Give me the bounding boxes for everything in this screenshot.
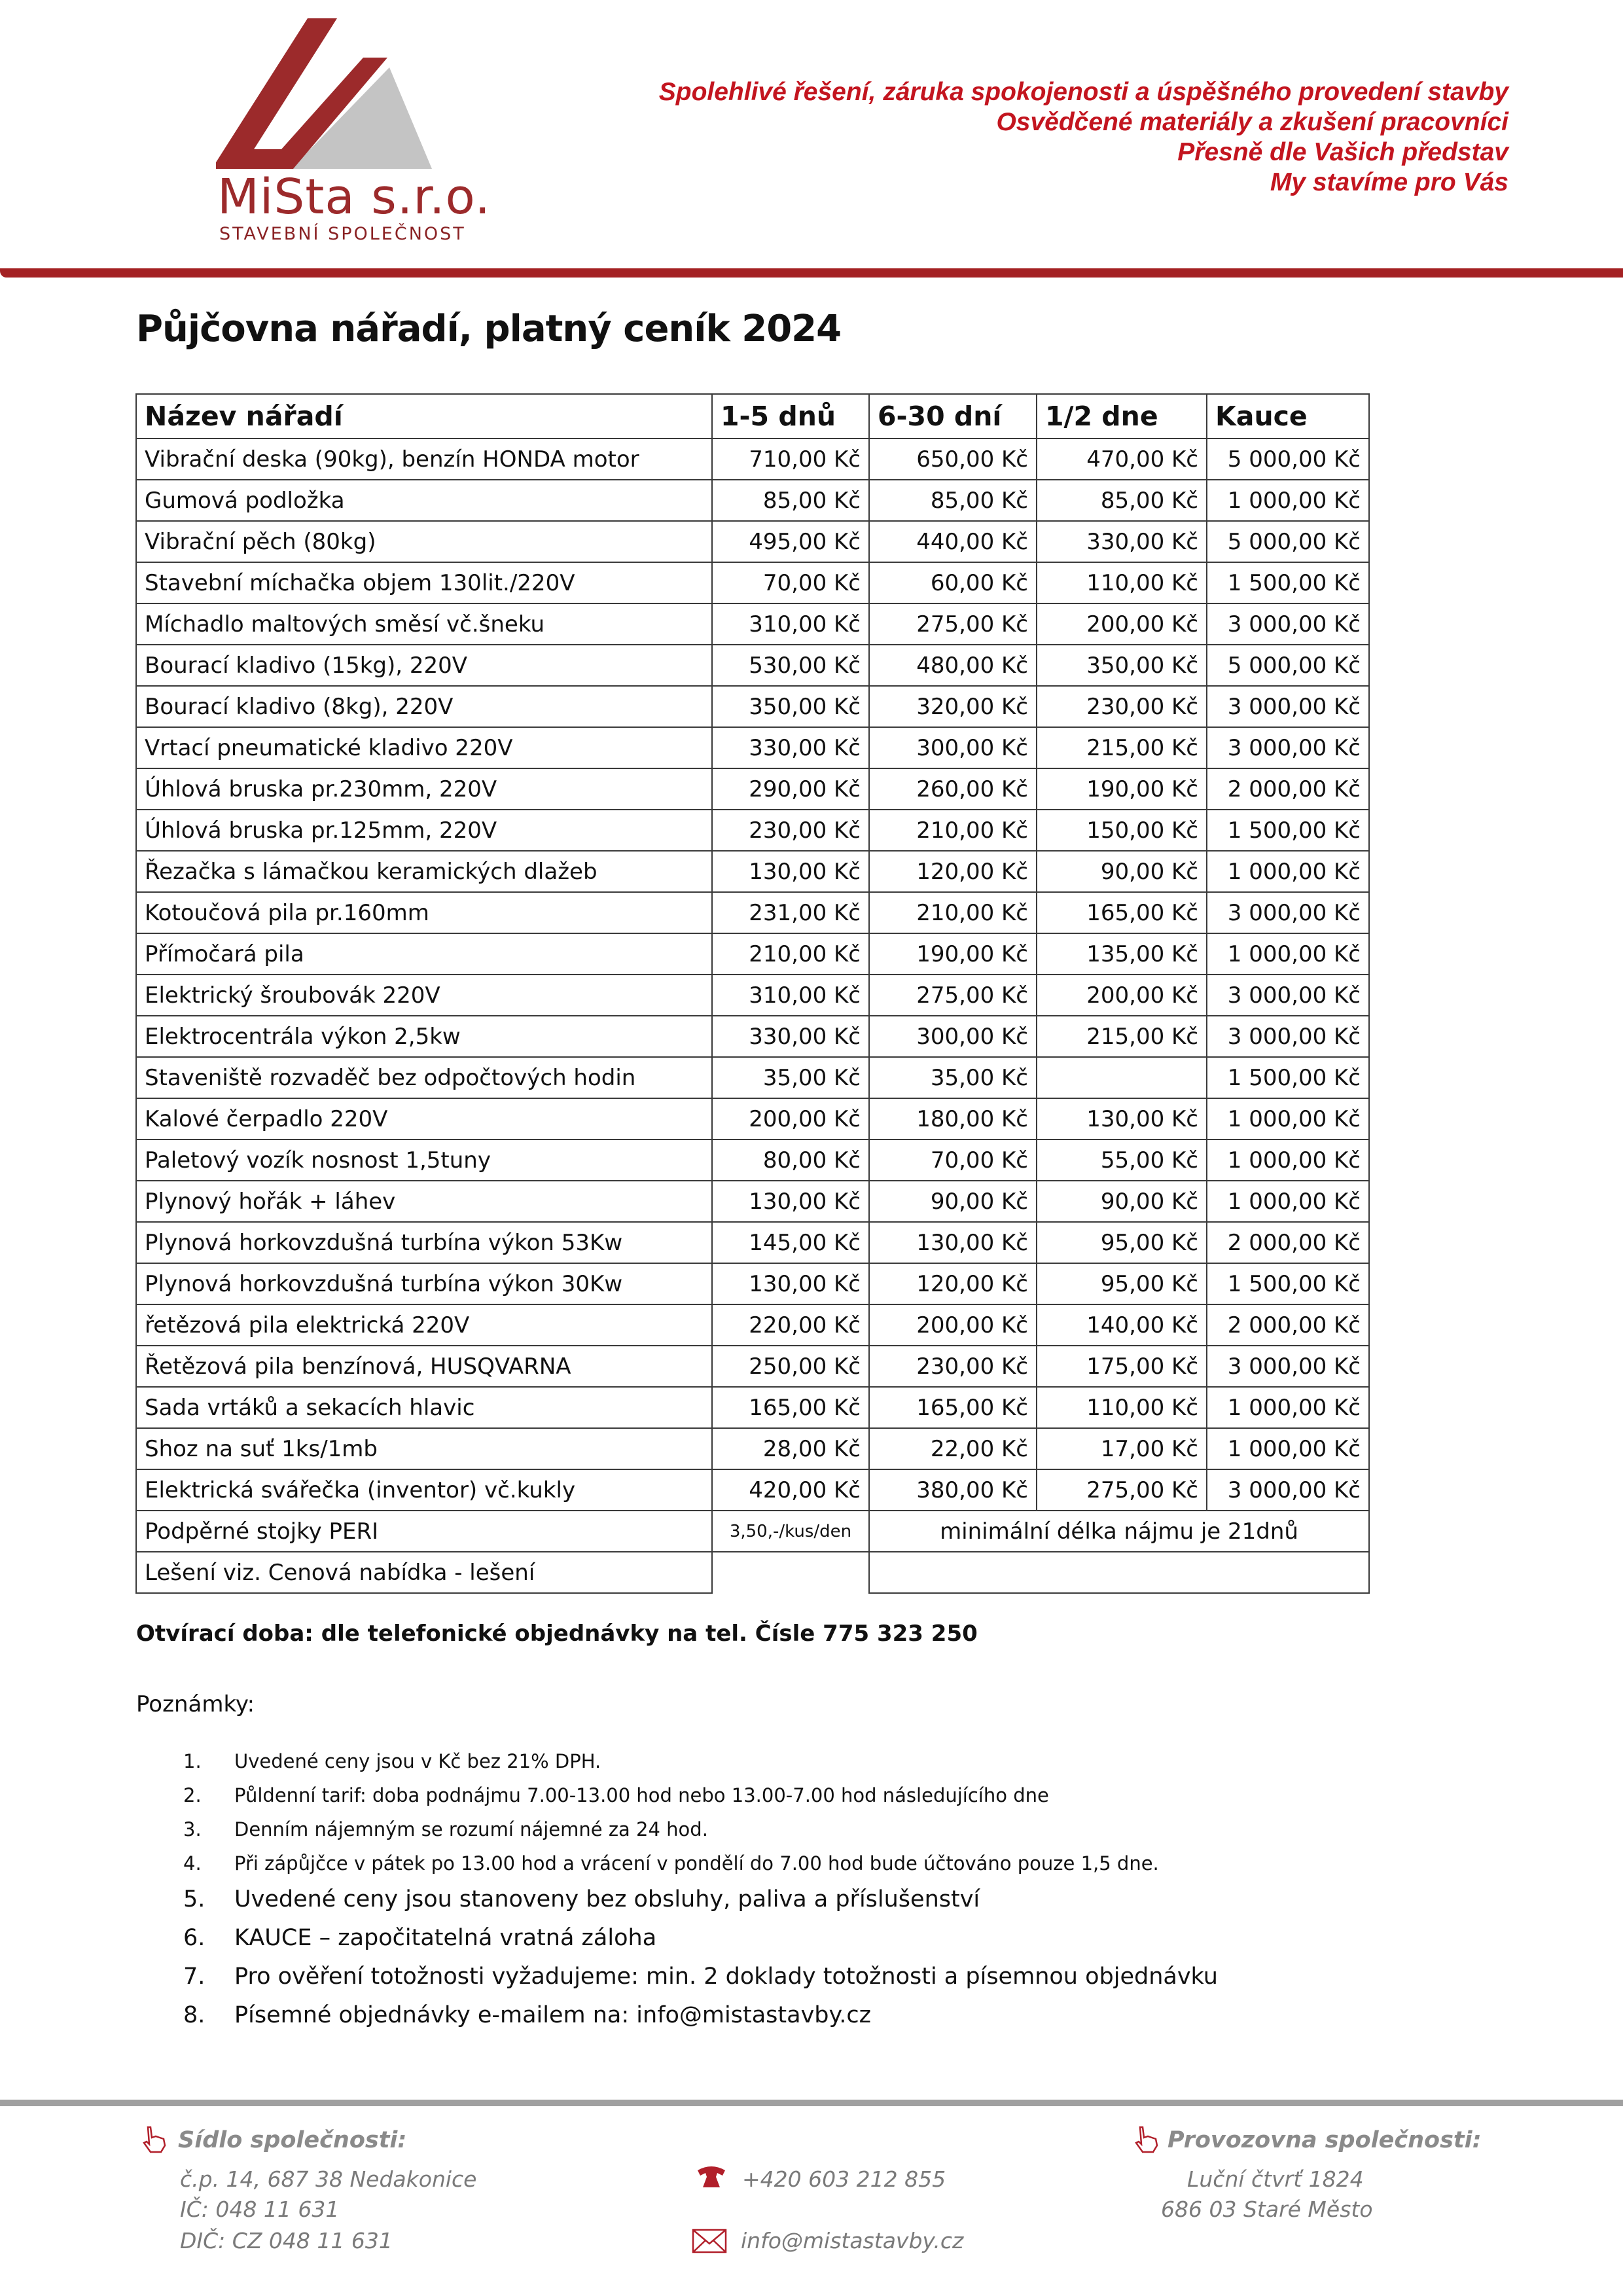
- table-row: [136, 439, 1369, 480]
- table-row: [136, 1346, 1369, 1387]
- cell-price-half-day: 165,00 Kč: [1037, 892, 1207, 933]
- cell-price-1-5-days: 200,00 Kč: [712, 1098, 869, 1139]
- cell-price-6-30-days: 650,00 Kč: [869, 439, 1037, 480]
- branch-street: Luční čtvrť 1824: [1187, 2166, 1364, 2192]
- cell-deposit: 3 000,00 Kč: [1207, 686, 1369, 727]
- cell-price-1-5-days: 231,00 Kč: [712, 892, 869, 933]
- cell-tool-name: Elektrický šroubovák 220V: [136, 975, 712, 1016]
- cell-deposit: 2 000,00 Kč: [1207, 768, 1369, 810]
- table-row: [136, 562, 1369, 603]
- hand-pointer-icon: [1131, 2125, 1161, 2155]
- cell-price-half-day: 330,00 Kč: [1037, 521, 1207, 562]
- cell-deposit: 1 000,00 Kč: [1207, 1387, 1369, 1428]
- cell-price-6-30-days: 130,00 Kč: [869, 1222, 1037, 1263]
- cell-tool-name: řetězová pila elektrická 220V: [136, 1304, 712, 1346]
- cell-price-6-30-days: 22,00 Kč: [869, 1428, 1037, 1469]
- table-row: [136, 603, 1369, 645]
- cell-price-6-30-days: 300,00 Kč: [869, 1016, 1037, 1057]
- table-row: [136, 1469, 1369, 1511]
- table-row-peri: [136, 1511, 1369, 1552]
- seat-dic: DIČ: CZ 048 11 631: [180, 2228, 393, 2253]
- cell-deposit: 1 000,00 Kč: [1207, 933, 1369, 975]
- cell-price-1-5-days: 330,00 Kč: [712, 1016, 869, 1057]
- cell-price-half-day: 85,00 Kč: [1037, 480, 1207, 521]
- logo-mark-icon: [216, 18, 432, 169]
- cell-deposit: 1 000,00 Kč: [1207, 1139, 1369, 1181]
- cell-price-6-30-days: 120,00 Kč: [869, 1263, 1037, 1304]
- cell-deposit: 2 000,00 Kč: [1207, 1222, 1369, 1263]
- table-row: [136, 645, 1369, 686]
- cell-tool-name: Kotoučová pila pr.160mm: [136, 892, 712, 933]
- cell-price-1-5-days: 130,00 Kč: [712, 1263, 869, 1304]
- cell-price-half-day: 95,00 Kč: [1037, 1263, 1207, 1304]
- company-logo: [216, 18, 432, 169]
- cell-tool-name: Gumová podložka: [136, 480, 712, 521]
- cell-tool-name: Míchadlo maltových směsí vč.šneku: [136, 603, 712, 645]
- cell-price-half-day: 90,00 Kč: [1037, 851, 1207, 892]
- cell-tool-name: Podpěrné stojky PERI: [136, 1511, 712, 1552]
- table-row: [136, 686, 1369, 727]
- phone-icon: [695, 2162, 728, 2189]
- page-title: Půjčovna nářadí, platný ceník 2024: [136, 308, 842, 350]
- cell-price-6-30-days: 35,00 Kč: [869, 1057, 1037, 1098]
- cell-price-6-30-days: 480,00 Kč: [869, 645, 1037, 686]
- cell-price-half-day: 17,00 Kč: [1037, 1428, 1207, 1469]
- cell-deposit: 1 000,00 Kč: [1207, 480, 1369, 521]
- note-number: 4.: [183, 1852, 202, 1874]
- cell-price-1-5-days: 420,00 Kč: [712, 1469, 869, 1511]
- note-text: Písemné objednávky e-mailem na: info@mistastavby.cz: [234, 2002, 871, 2028]
- table-header-row: [136, 394, 1369, 439]
- table-row: [136, 851, 1369, 892]
- cell-price-half-day: 95,00 Kč: [1037, 1222, 1207, 1263]
- cell-price-6-30-days: 60,00 Kč: [869, 562, 1037, 603]
- header-tool-name: Název nářadí: [136, 394, 712, 439]
- cell-price-6-30-days: 275,00 Kč: [869, 603, 1037, 645]
- cell-tool-name: Kalové čerpadlo 220V: [136, 1098, 712, 1139]
- cell-price-1-5-days: 230,00 Kč: [712, 810, 869, 851]
- note-text: Půldenní tarif: doba podnájmu 7.00-13.00 hod nebo 13.00-7.00 hod následujícího dne: [234, 1784, 1049, 1806]
- cell-price-6-30-days: 165,00 Kč: [869, 1387, 1037, 1428]
- cell-price-1-5-days: 85,00 Kč: [712, 480, 869, 521]
- note-number: 3.: [183, 1818, 202, 1840]
- note-number: 2.: [183, 1784, 202, 1806]
- cell-price-6-30-days: 90,00 Kč: [869, 1181, 1037, 1222]
- cell-price-1-5-days: 130,00 Kč: [712, 1181, 869, 1222]
- cell-price-half-day: 135,00 Kč: [1037, 933, 1207, 975]
- cell-price-half-day: 200,00 Kč: [1037, 975, 1207, 1016]
- cell-price-1-5-days: 35,00 Kč: [712, 1057, 869, 1098]
- table-row: [136, 1016, 1369, 1057]
- note-text: Uvedené ceny jsou v Kč bez 21% DPH.: [234, 1750, 601, 1772]
- cell-deposit: 3 000,00 Kč: [1207, 603, 1369, 645]
- cell-price-1-5-days: 710,00 Kč: [712, 439, 869, 480]
- cell-price-half-day: 55,00 Kč: [1037, 1139, 1207, 1181]
- cell-price-1-5-days: 290,00 Kč: [712, 768, 869, 810]
- cell-tool-name: Lešení viz. Cenová nabídka - lešení: [136, 1552, 712, 1593]
- note-number: 1.: [183, 1750, 202, 1772]
- cell-price-half-day: 110,00 Kč: [1037, 562, 1207, 603]
- cell-deposit: 1 000,00 Kč: [1207, 1428, 1369, 1469]
- footer-phone[interactable]: +420 603 212 855: [742, 2166, 946, 2192]
- cell-price-6-30-days: 275,00 Kč: [869, 975, 1037, 1016]
- cell-tool-name: Vrtací pneumatické kladivo 220V: [136, 727, 712, 768]
- cell-price-1-5-days: 495,00 Kč: [712, 521, 869, 562]
- cell-tool-name: Úhlová bruska pr.230mm, 220V: [136, 768, 712, 810]
- note-number: 5.: [183, 1886, 205, 1912]
- cell-deposit: 3 000,00 Kč: [1207, 1016, 1369, 1057]
- table-row-leseni: [136, 1552, 1369, 1593]
- cell-price-half-day: 215,00 Kč: [1037, 727, 1207, 768]
- table-row: [136, 1057, 1369, 1098]
- cell-price-half-day: 275,00 Kč: [1037, 1469, 1207, 1511]
- tagline: Osvědčené materiály a zkušení pracovníci: [996, 108, 1508, 136]
- cell-price-1-5-days: 210,00 Kč: [712, 933, 869, 975]
- seat-title: Sídlo společnosti:: [178, 2127, 407, 2153]
- cell-price-half-day: 90,00 Kč: [1037, 1181, 1207, 1222]
- seat-ic: IČ: 048 11 631: [180, 2197, 340, 2222]
- table-row: [136, 933, 1369, 975]
- cell-price-half-day: 175,00 Kč: [1037, 1346, 1207, 1387]
- cell-price-1-5-days: 28,00 Kč: [712, 1428, 869, 1469]
- table-row: [136, 1222, 1369, 1263]
- cell-tool-name: Plynová horkovzdušná turbína výkon 53Kw: [136, 1222, 712, 1263]
- cell-tool-name: Elektrocentrála výkon 2,5kw: [136, 1016, 712, 1057]
- note-text: Při zápůjčce v pátek po 13.00 hod a vrácení v pondělí do 7.00 hod bude účtováno pouze 1,5 dne.: [234, 1852, 1159, 1874]
- cell-price-1-5-days: 250,00 Kč: [712, 1346, 869, 1387]
- hand-pointer-icon: [139, 2125, 169, 2155]
- cell-price-6-30-days: 70,00 Kč: [869, 1139, 1037, 1181]
- cell-deposit: 3 000,00 Kč: [1207, 1346, 1369, 1387]
- note-text: Pro ověření totožnosti vyžadujeme: min. 2 doklady totožnosti a písemnou objednávku: [234, 1964, 1218, 1990]
- table-row: [136, 1098, 1369, 1139]
- table-row: [136, 768, 1369, 810]
- cell-price-half-day: 150,00 Kč: [1037, 810, 1207, 851]
- company-name: MiSta s.r.o.: [217, 169, 491, 225]
- cell-price-6-30-days: 210,00 Kč: [869, 810, 1037, 851]
- cell-tool-name: Elektrická svářečka (inventor) vč.kukly: [136, 1469, 712, 1511]
- cell-tool-name: Plynová horkovzdušná turbína výkon 30Kw: [136, 1263, 712, 1304]
- cell-price-half-day: 350,00 Kč: [1037, 645, 1207, 686]
- cell-price-6-30-days: 190,00 Kč: [869, 933, 1037, 975]
- table-row: [136, 975, 1369, 1016]
- header-deposit: Kauce: [1207, 394, 1369, 439]
- cell-deposit: 5 000,00 Kč: [1207, 645, 1369, 686]
- cell-deposit: 1 500,00 Kč: [1207, 1057, 1369, 1098]
- header-half-day: 1/2 dne: [1037, 394, 1207, 439]
- notes-title: Poznámky:: [136, 1691, 255, 1717]
- table-row: [136, 521, 1369, 562]
- cell-tool-name: Vibrační deska (90kg), benzín HONDA motor: [136, 439, 712, 480]
- cell-tool-name: Řezačka s lámačkou keramických dlažeb: [136, 851, 712, 892]
- cell-tool-name: Vibrační pěch (80kg): [136, 521, 712, 562]
- table-row: [136, 1181, 1369, 1222]
- cell-tool-name: Stavební míchačka objem 130lit./220V: [136, 562, 712, 603]
- table-row: [136, 727, 1369, 768]
- note-text: KAUCE – započitatelná vratná záloha: [234, 1925, 657, 1951]
- cell-price-6-30-days: 120,00 Kč: [869, 851, 1037, 892]
- branch-city: 686 03 Staré Město: [1161, 2197, 1373, 2222]
- envelope-icon: [691, 2228, 728, 2254]
- cell-price-1-5-days: 310,00 Kč: [712, 975, 869, 1016]
- cell-price-half-day: 200,00 Kč: [1037, 603, 1207, 645]
- cell-price-1-5-days: 130,00 Kč: [712, 851, 869, 892]
- cell-price-half-day: 470,00 Kč: [1037, 439, 1207, 480]
- cell-empty: [712, 1552, 869, 1593]
- seat-address: č.p. 14, 687 38 Nedakonice: [180, 2166, 477, 2192]
- note-number: 7.: [183, 1964, 205, 1990]
- tagline: Přesně dle Vašich představ: [1177, 138, 1508, 166]
- cell-deposit: 3 000,00 Kč: [1207, 727, 1369, 768]
- cell-price-6-30-days: 200,00 Kč: [869, 1304, 1037, 1346]
- note-text: Denním nájemným se rozumí nájemné za 24 hod.: [234, 1818, 708, 1840]
- cell-tool-name: Plynový hořák + láhev: [136, 1181, 712, 1222]
- note-text: Uvedené ceny jsou stanoveny bez obsluhy, paliva a příslušenství: [234, 1886, 980, 1912]
- note-number: 6.: [183, 1925, 205, 1951]
- company-subtitle: STAVEBNÍ SPOLEČNOST: [219, 224, 466, 244]
- cell-price-1-5-days: 220,00 Kč: [712, 1304, 869, 1346]
- cell-price-6-30-days: 320,00 Kč: [869, 686, 1037, 727]
- header-1-5-days: 1-5 dnů: [712, 394, 869, 439]
- cell-price-1-5-days: 70,00 Kč: [712, 562, 869, 603]
- cell-empty: [869, 1552, 1369, 1593]
- cell-price-1-5-days: 350,00 Kč: [712, 686, 869, 727]
- table-row: [136, 1304, 1369, 1346]
- cell-price-1-5-days: 530,00 Kč: [712, 645, 869, 686]
- header-divider: [0, 268, 1623, 278]
- table-row: [136, 892, 1369, 933]
- cell-tool-name: Sada vrtáků a sekacích hlavic: [136, 1387, 712, 1428]
- tagline: Spolehlivé řešení, záruka spokojenosti a úspěšného provedení stavby: [658, 78, 1508, 106]
- cell-deposit: 1 000,00 Kč: [1207, 1098, 1369, 1139]
- table-row: [136, 480, 1369, 521]
- cell-price-6-30-days: 380,00 Kč: [869, 1469, 1037, 1511]
- opening-hours: Otvírací doba: dle telefonické objednávky na tel. Čísle 775 323 250: [136, 1621, 978, 1647]
- cell-price-6-30-days: 260,00 Kč: [869, 768, 1037, 810]
- cell-price-half-day: 140,00 Kč: [1037, 1304, 1207, 1346]
- cell-price-1-5-days: 310,00 Kč: [712, 603, 869, 645]
- cell-price-1-5-days: 145,00 Kč: [712, 1222, 869, 1263]
- branch-title: Provozovna společnosti:: [1168, 2127, 1482, 2153]
- cell-deposit: 5 000,00 Kč: [1207, 521, 1369, 562]
- table-row: [136, 1428, 1369, 1469]
- price-table: [135, 393, 1370, 1594]
- cell-price-6-30-days: 300,00 Kč: [869, 727, 1037, 768]
- cell-price-6-30-days: 180,00 Kč: [869, 1098, 1037, 1139]
- cell-deposit: 3 000,00 Kč: [1207, 892, 1369, 933]
- cell-price-1-5-days: 330,00 Kč: [712, 727, 869, 768]
- taglines: [659, 77, 1508, 198]
- cell-price-half-day: 130,00 Kč: [1037, 1098, 1207, 1139]
- footer-email[interactable]: info@mistastavby.cz: [741, 2228, 964, 2253]
- table-row: [136, 1139, 1369, 1181]
- cell-price-half-day: 110,00 Kč: [1037, 1387, 1207, 1428]
- cell-price-6-30-days: 85,00 Kč: [869, 480, 1037, 521]
- cell-tool-name: Úhlová bruska pr.125mm, 220V: [136, 810, 712, 851]
- cell-deposit: 1 500,00 Kč: [1207, 810, 1369, 851]
- cell-price-1-5-days: 80,00 Kč: [712, 1139, 869, 1181]
- cell-deposit: 1 000,00 Kč: [1207, 1181, 1369, 1222]
- cell-deposit: 2 000,00 Kč: [1207, 1304, 1369, 1346]
- cell-price-6-30-days: 210,00 Kč: [869, 892, 1037, 933]
- cell-peri-price: 3,50,-/kus/den: [712, 1511, 869, 1552]
- cell-deposit: 1 500,00 Kč: [1207, 562, 1369, 603]
- table-row: [136, 1263, 1369, 1304]
- footer-divider: [0, 2100, 1623, 2106]
- cell-tool-name: Bourací kladivo (8kg), 220V: [136, 686, 712, 727]
- cell-deposit: 3 000,00 Kč: [1207, 1469, 1369, 1511]
- note-number: 8.: [183, 2002, 205, 2028]
- cell-deposit: 5 000,00 Kč: [1207, 439, 1369, 480]
- table-row: [136, 1387, 1369, 1428]
- cell-price-6-30-days: 230,00 Kč: [869, 1346, 1037, 1387]
- cell-tool-name: Bourací kladivo (15kg), 220V: [136, 645, 712, 686]
- cell-price-half-day: 190,00 Kč: [1037, 768, 1207, 810]
- cell-deposit: 1 000,00 Kč: [1207, 851, 1369, 892]
- cell-price-6-30-days: 440,00 Kč: [869, 521, 1037, 562]
- cell-tool-name: Přímočará pila: [136, 933, 712, 975]
- cell-tool-name: Staveniště rozvaděč bez odpočtových hodin: [136, 1057, 712, 1098]
- cell-price-half-day: 230,00 Kč: [1037, 686, 1207, 727]
- cell-price-half-day: 215,00 Kč: [1037, 1016, 1207, 1057]
- header-6-30-days: 6-30 dní: [869, 394, 1037, 439]
- cell-price-half-day: [1037, 1057, 1207, 1098]
- cell-peri-note: minimální délka nájmu je 21dnů: [869, 1511, 1369, 1552]
- table-row: [136, 810, 1369, 851]
- cell-tool-name: Shoz na suť 1ks/1mb: [136, 1428, 712, 1469]
- cell-tool-name: Řetězová pila benzínová, HUSQVARNA: [136, 1346, 712, 1387]
- cell-deposit: 3 000,00 Kč: [1207, 975, 1369, 1016]
- tagline: My stavíme pro Vás: [1270, 168, 1508, 196]
- cell-deposit: 1 500,00 Kč: [1207, 1263, 1369, 1304]
- cell-price-1-5-days: 165,00 Kč: [712, 1387, 869, 1428]
- cell-tool-name: Paletový vozík nosnost 1,5tuny: [136, 1139, 712, 1181]
